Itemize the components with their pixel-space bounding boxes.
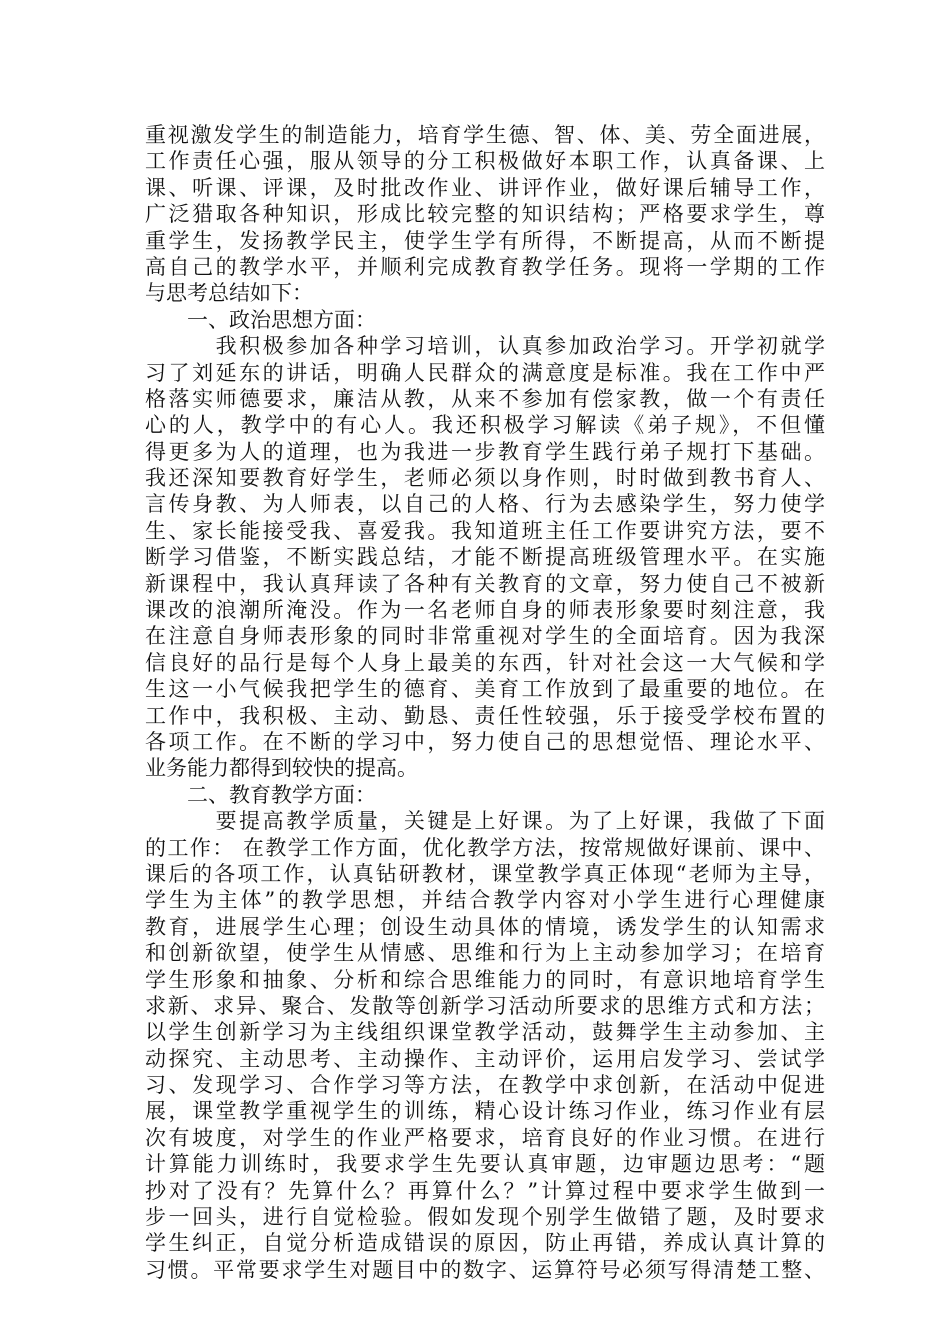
text-line: 工作中，我积极、主动、勤恳、责任性较强，乐于接受学校布置的 [145, 703, 825, 728]
text-line: 与思考总结如下： [145, 281, 313, 306]
text-line: 习、发现学习、合作学习等方法，在教学中求创新，在活动中促进 [145, 1073, 825, 1098]
text-line: 步一回头，进行自觉检验。假如发现个别学生做错了题，及时要求 [145, 1205, 825, 1230]
text-line: 学生纠正，自觉分析造成错误的原因，防止再错，养成认真计算的 [145, 1231, 825, 1256]
text-line: 课、听课、评课，及时批改作业、讲评作业，做好课后辅导工作， [145, 175, 825, 200]
text-line: 广泛猎取各种知识，形成比较完整的知识结构；严格要求学生，尊 [145, 202, 825, 227]
text-line: 业务能力都得到较快的提高。 [145, 756, 418, 781]
text-line: 求新、求异、聚合、发散等创新学习活动所要求的思维方式和方法； [145, 993, 825, 1018]
text-line: 学生形象和抽象、分析和综合思维能力的同时，有意识地培育学生 [145, 967, 825, 992]
text-line: 和创新欲望，使学生从情感、思维和行为上主动参加学习；在培育 [145, 941, 825, 966]
text-line: 心的人，教学中的有心人。我还积极学习解读《弟子规》，不但懂 [145, 413, 825, 438]
text-line: 习了刘延东的讲话，明确人民群众的满意度是标准。我在工作中严 [145, 360, 825, 385]
text-line: 以学生创新学习为主线组织课堂教学活动，鼓舞学生主动参加、主 [145, 1020, 825, 1045]
text-line: 教育，进展学生心理；创设生动具体的情境，诱发学生的认知需求 [145, 914, 825, 939]
text-line: 计算能力训练时，我要求学生先要认真审题，边审题边思考：“题 [145, 1152, 825, 1177]
text-line: 一、政治思想方面： [145, 307, 376, 332]
text-line: 信良好的品行是每个人身上最美的东西，针对社会这一大气候和学 [145, 650, 825, 675]
text-line: 要提高教学质量，关键是上好课。为了上好课，我做了下面 [145, 809, 825, 834]
text-line: 各项工作。在不断的学习中，努力使自己的思想觉悟、理论水平、 [145, 729, 825, 754]
text-line: 学生为主体”的教学思想，并结合教学内容对小学生进行心理健康 [145, 888, 825, 913]
text-line: 习惯。平常要求学生对题目中的数字、运算符号必须写得清楚工整、 [145, 1257, 825, 1282]
text-line: 新课程中，我认真拜读了各种有关教育的文章，努力使自己不被新 [145, 571, 825, 596]
text-line: 重视激发学生的制造能力，培育学生德、智、体、美、劳全面进展， [145, 123, 825, 147]
text-line: 的工作： 在教学工作方面，优化教学方法，按常规做好课前、课中、 [145, 835, 825, 860]
text-line: 抄对了没有？先算什么？再算什么？”计算过程中要求学生做到一 [145, 1178, 825, 1203]
text-line: 我还深知要教育好学生，老师必须以身作则，时时做到教书育人、 [145, 466, 825, 491]
text-line: 生、家长能接受我、喜爱我。我知道班主任工作要讲究方法，要不 [145, 518, 825, 543]
text-line: 工作责任心强，服从领导的分工积极做好本职工作，认真备课、上 [145, 149, 825, 174]
text-line: 课改的浪潮所淹没。作为一名老师自身的师表形象要时刻注意，我 [145, 598, 825, 623]
text-line: 在注意自身师表形象的同时非常重视对学生的全面培育。因为我深 [145, 624, 825, 649]
text-line: 断学习借鉴，不断实践总结，才能不断提高班级管理水平。在实施 [145, 545, 825, 570]
text-line: 言传身教、为人师表，以自己的人格、行为去感染学生，努力使学 [145, 492, 825, 517]
text-line: 生这一小气候我把学生的德育、美育工作放到了最重要的地位。在 [145, 677, 825, 702]
text-line: 次有坡度，对学生的作业严格要求，培育良好的作业习惯。在进行 [145, 1125, 825, 1150]
text-line: 高自己的教学水平，并顺利完成教育教学任务。现将一学期的工作 [145, 254, 825, 279]
text-line: 得更多为人的道理，也为我进一步教育学生践行弟子规打下基础。 [145, 439, 825, 464]
text-line: 重学生，发扬教学民主，使学生学有所得，不断提高，从而不断提 [145, 228, 825, 253]
text-line: 二、教育教学方面： [145, 782, 376, 807]
text-line: 格落实师德要求，廉洁从教，从来不参加有偿家教，做一个有责任 [145, 386, 825, 411]
text-line: 动探究、主动思考、主动操作、主动评价，运用启发学习、尝试学 [145, 1046, 825, 1071]
text-line: 我积极参加各种学习培训，认真参加政治学习。开学初就学 [145, 334, 825, 359]
text-line: 课后的各项工作，认真钻研教材，课堂教学真正体现“老师为主导， [145, 861, 825, 886]
document-page [145, 122, 825, 1283]
text-line: 展，课堂教学重视学生的训练，精心设计练习作业，练习作业有层 [145, 1099, 825, 1124]
